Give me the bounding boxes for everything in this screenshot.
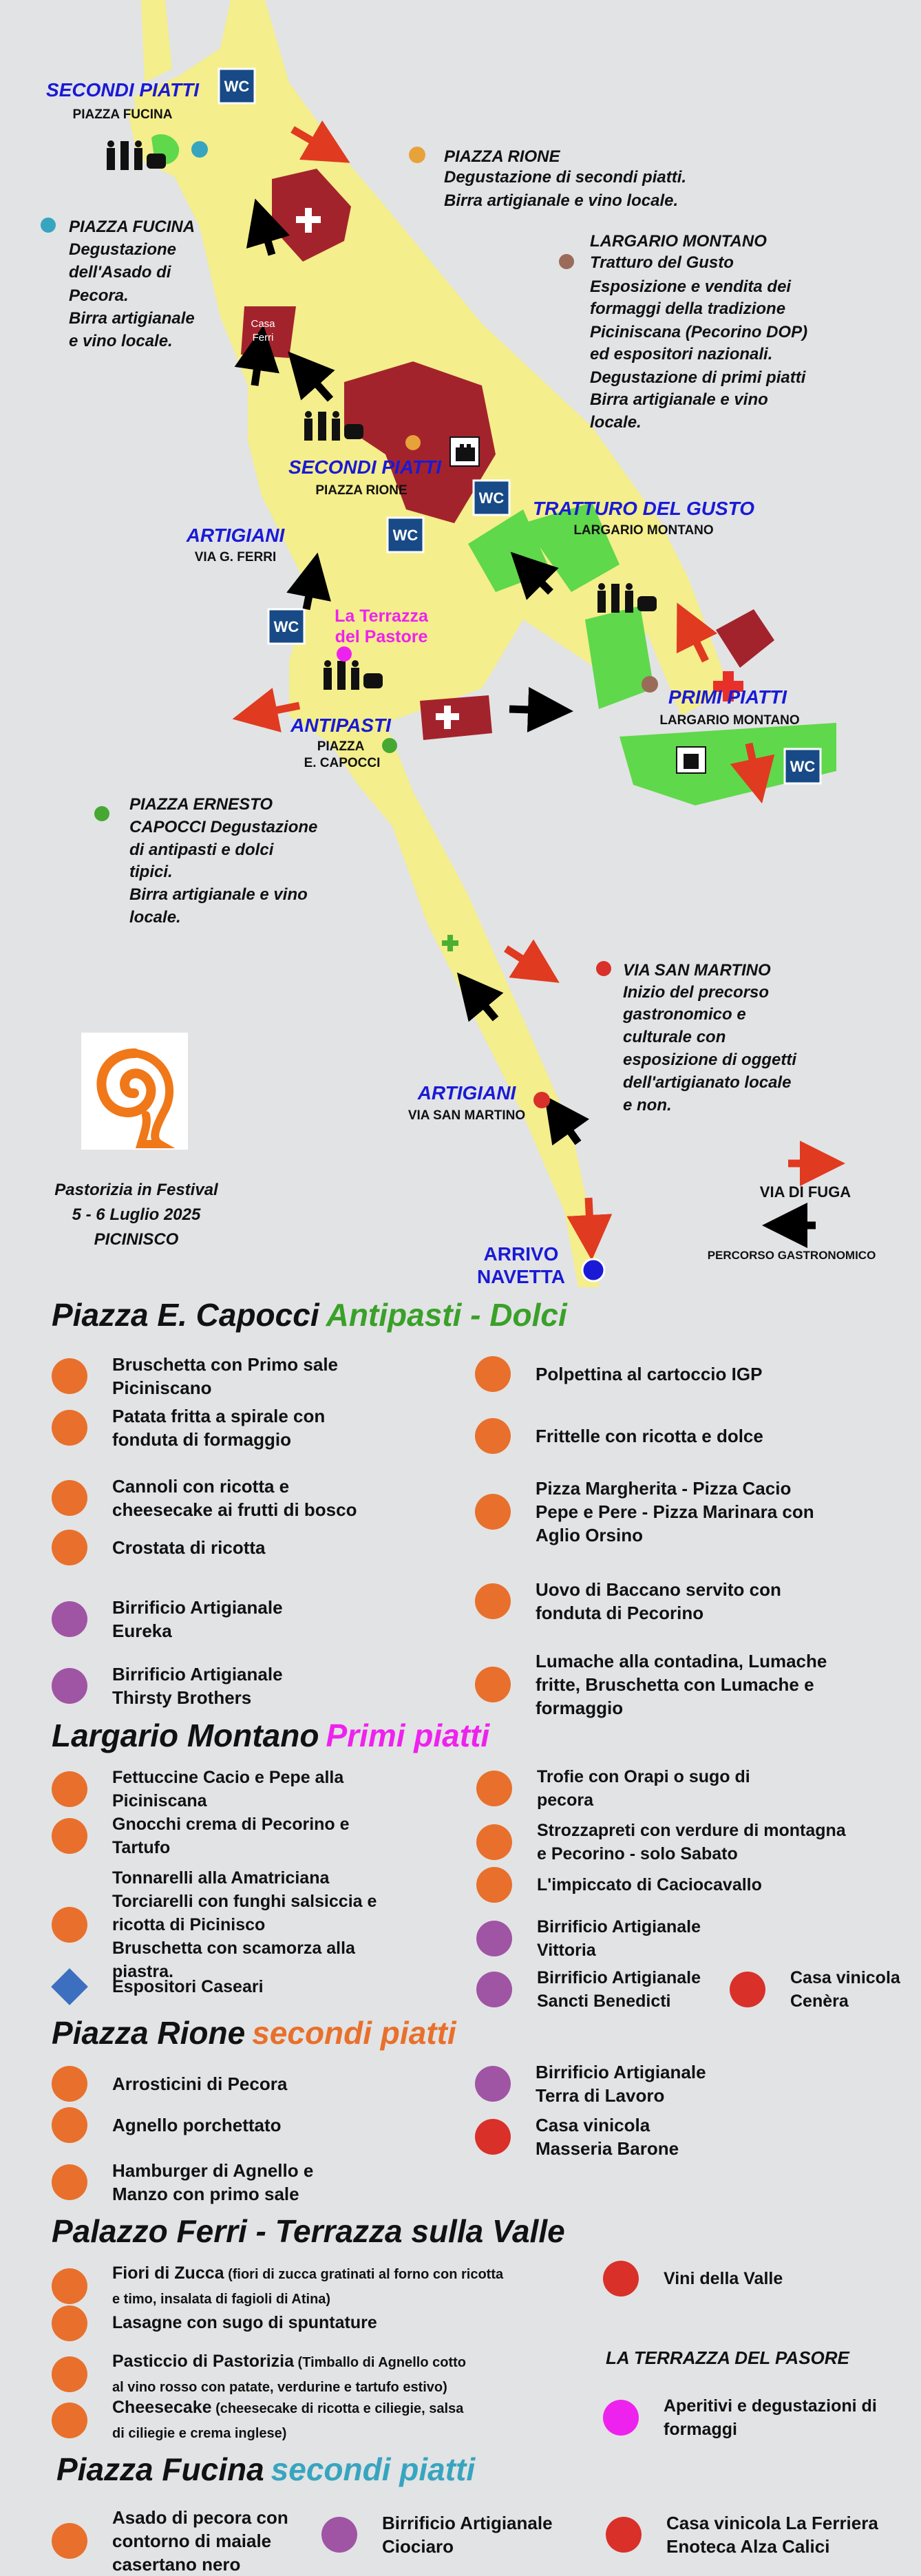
menu-item-text: Uovo di Baccano servito con fonduta di Pecorino (536, 1579, 781, 1623)
legend-via-di-fuga: VIA DI FUGA (759, 1183, 851, 1201)
menu-item (52, 1596, 470, 1643)
label-artigiani-ferri: ARTIGIANI (186, 525, 285, 546)
menu-item-text: Birrificio Artigianale Sancti Benedicti (537, 1968, 701, 2011)
menu-item-text: Crostata di ricotta (112, 1537, 266, 1558)
svg-text:locale.: locale. (129, 908, 181, 927)
svg-text:Birra artigianale e vino local: Birra artigianale e vino locale. (444, 191, 679, 210)
menu-item-text: Bruschetta con Primo sale Piciniscano (112, 1354, 338, 1398)
menu-item (52, 1866, 498, 1983)
svg-text:dell'artigianato locale: dell'artigianato locale (623, 1073, 792, 1092)
dot-marker-icon (52, 2066, 87, 2102)
label-secondi-fucina: SECONDI PIATTI (46, 79, 199, 101)
note-piazza-rione (444, 147, 686, 210)
svg-text:e vino locale.: e vino locale. (69, 332, 173, 350)
dot-marker-icon (475, 1356, 511, 1392)
svg-text:Degustazione di primi piatti: Degustazione di primi piatti (590, 368, 806, 387)
svg-text:VIA SAN MARTINO: VIA SAN MARTINO (623, 961, 771, 980)
dot-marker-icon (52, 2268, 87, 2304)
dot-marker-icon (52, 2403, 87, 2438)
menu-item (476, 1867, 895, 1903)
menu-item (321, 2511, 582, 2558)
dot-marker-icon (475, 1494, 511, 1530)
menu-item-text: Asado di pecora con contorno di maiale casertano nero (112, 2507, 288, 2575)
svg-text:5 - 6 Luglio 2025: 5 - 6 Luglio 2025 (72, 1205, 201, 1224)
section-subtitle-rione: secondi piatti (252, 2015, 456, 2051)
menu-item-text: Birrificio Artigianale Vittoria (537, 1917, 701, 1960)
dot-marker-icon (52, 2523, 87, 2559)
menu-item (52, 2396, 622, 2445)
svg-text:tipici.: tipici. (129, 863, 173, 881)
menu-item (52, 1530, 470, 1565)
menu-item-text: Lumache alla contadina, Lumache fritte, Bruschetta con Lumache e formaggio (536, 1651, 827, 1718)
label-via-san-martino: VIA SAN MARTINO (407, 1108, 526, 1123)
menu-item (52, 2261, 622, 2311)
menu-item (476, 1915, 895, 1962)
label-secondi-rione: SECONDI PIATTI (288, 456, 441, 478)
menu-item (52, 2305, 622, 2341)
menu-item (476, 1765, 895, 1812)
label-antipasti-sub2: E. CAPOCCI (304, 756, 381, 770)
dot-marker-icon (475, 1583, 511, 1619)
menu-item (52, 1813, 498, 1859)
menu-item (52, 1404, 470, 1451)
svg-text:LARGARIO MONTANO: LARGARIO MONTANO (590, 232, 767, 251)
menu-item-text: Vini della Valle (664, 2269, 783, 2288)
menu-item-text: Hamburger di Agnello e Manzo con primo sale (112, 2160, 314, 2204)
dot-marker-icon (475, 2119, 511, 2155)
dot-marker-icon (52, 1410, 87, 1446)
svg-text:Esposizione e vendita dei: Esposizione e vendita dei (590, 277, 792, 296)
menu-item-text: Casa vinicola Cenèra (790, 1968, 900, 2011)
menu-item-text: Arrosticini di Pecora (112, 2073, 288, 2094)
menu-item-text: Cheesecake (cheesecake di ricotta e ciliegie, salsa di ciliegie e crema inglese) (112, 2398, 464, 2441)
diamond-marker-icon (51, 1968, 88, 2005)
svg-text:PIAZZA ERNESTO: PIAZZA ERNESTO (129, 795, 273, 814)
svg-text:WC: WC (392, 527, 419, 544)
svg-text:gastronomico e: gastronomico e (623, 1005, 746, 1024)
menu-item-text: Cannoli con ricotta e cheesecake ai frutti di bosco (112, 1476, 357, 1520)
menu-item-text: Casa vinicola La Ferriera Enoteca Alza Calici (666, 2513, 878, 2557)
label-primi-piatti: PRIMI PIATTI (668, 686, 787, 708)
label-via-ferri: VIA G. FERRI (194, 550, 277, 564)
dot-marker-icon (52, 1530, 87, 1565)
menu-item (52, 1475, 470, 1521)
dot-marker-icon (52, 1601, 87, 1637)
menu-item-text: Fiori di Zucca (fiori di zucca gratinati al forno con ricotta e timo, insalata di fagioli di Atina) (112, 2263, 504, 2307)
svg-text:Degustazione di secondi piatti: Degustazione di secondi piatti. (444, 168, 687, 187)
menu-item (603, 2261, 884, 2297)
svg-text:WC: WC (478, 489, 505, 507)
menu-item (603, 2394, 911, 2441)
building-icon (677, 747, 706, 773)
menu-item (52, 2159, 470, 2206)
menu-item (475, 1418, 921, 1454)
section-subtitle-capocci: Antipasti - Dolci (326, 1297, 567, 1333)
section-subtitle-montano: Primi piatti (326, 1718, 490, 1753)
note-via-san-martino (622, 961, 797, 1115)
dot-marker-icon (52, 1668, 87, 1704)
menu-item-text: Agnello porchettato (112, 2115, 282, 2135)
label-primi-sub: LARGARIO MONTANO (659, 713, 800, 728)
menu-item-text: Birrificio Artigianale Ciociaro (382, 2513, 553, 2557)
section-title-capocci: Piazza E. Capocci Antipasti - Dolci (52, 1297, 567, 1333)
label-artigiani-sm: ARTIGIANI (417, 1082, 516, 1104)
svg-text:PIAZZA FUCINA: PIAZZA FUCINA (69, 218, 195, 236)
label-navetta: NAVETTA (476, 1266, 566, 1287)
section-title-rione: Piazza Rione secondi piatti (52, 2015, 456, 2051)
svg-text:Pastorizia in Festival: Pastorizia in Festival (54, 1181, 218, 1199)
menu-item-text: Strozzapreti con verdure di montagna e Pecorino - solo Sabato (537, 1821, 846, 1864)
label-antipasti: ANTIPASTI (290, 715, 391, 736)
dot-marker-icon (52, 1907, 87, 1943)
menu-item (52, 2066, 470, 2102)
section-title-montano: Largario Montano Primi piatti (52, 1718, 490, 1753)
svg-text:WC: WC (790, 758, 816, 775)
menu-item-text: Lasagne con sugo di spuntature (112, 2313, 377, 2332)
menu-item-text: Birrificio Artigianale Thirsty Brothers (112, 1664, 283, 1708)
festival-info (54, 1181, 219, 1249)
svg-text:Inizio del precorso: Inizio del precorso (623, 983, 770, 1002)
note-piazza-fucina (69, 218, 195, 350)
menu-item-text: Aperitivi e degustazioni di formaggi (664, 2396, 877, 2439)
section-title-fucina: Piazza Fucina secondi piatti (56, 2451, 476, 2487)
menu-item-text: Pizza Margherita - Pizza Cacio Pepe e Pere - Pizza Marinara con Aglio Orsino (536, 1478, 814, 1545)
svg-text:formaggi della tradizione: formaggi della tradizione (590, 299, 786, 318)
svg-text:Birra artigianale e vino: Birra artigianale e vino (590, 390, 768, 409)
menu-item (52, 1766, 498, 1813)
menu-item-text: Birrificio Artigianale Terra di Lavoro (536, 2062, 706, 2106)
svg-text:culturale con: culturale con (623, 1028, 726, 1046)
menu-item (52, 2350, 622, 2399)
svg-text:ed espositori nazionali.: ed espositori nazionali. (590, 345, 773, 363)
label-arrivo: ARRIVO (483, 1243, 559, 1265)
castle-icon (450, 437, 479, 466)
menu-item (475, 1649, 921, 1720)
dot-marker-icon (475, 1667, 511, 1702)
label-piazza-fucina: PIAZZA FUCINA (72, 107, 173, 122)
menu-item-text: Patata fritta a spirale con fonduta di formaggio (112, 1406, 326, 1450)
dot-marker-icon (603, 2261, 639, 2297)
label-tratturo: TRATTURO DEL GUSTO (533, 498, 754, 519)
section-title-ferri: Palazzo Ferri - Terrazza sulla Valle (52, 2213, 565, 2249)
dot-marker-icon (52, 1480, 87, 1516)
label-terrazza-2: del Pastore (335, 627, 428, 646)
menu-item-text: Pasticcio di Pastorizia (Timballo di Agnello cotto al vino rosso con patate, verdurine e tartufo estivo) (112, 2352, 466, 2395)
menu-item (52, 1662, 470, 1709)
dot-marker-icon (321, 2517, 357, 2553)
svg-text:Tratturo del Gusto: Tratturo del Gusto (590, 253, 734, 272)
menu-item-text: Trofie con Orapi o sugo di pecora (537, 1767, 750, 1810)
dot-marker-icon (606, 2517, 642, 2553)
dot-marker-icon (52, 2107, 87, 2143)
menu-item-text: Polpettina al cartoccio IGP (536, 1364, 763, 1384)
dot-marker-icon (476, 1867, 512, 1903)
svg-text:Birra artigianale e vino: Birra artigianale e vino (129, 885, 308, 904)
dot-marker-icon (476, 1921, 512, 1956)
svg-text:locale.: locale. (590, 413, 642, 432)
legend-percorso: PERCORSO GASTRONOMICO (707, 1249, 876, 1262)
note-piazza-capocci (129, 795, 317, 927)
svg-text:WC: WC (224, 78, 250, 95)
menu-item-text: Birrificio Artigianale Eureka (112, 1597, 283, 1641)
label-tratturo-sub: LARGARIO MONTANO (573, 523, 714, 538)
menu-item (476, 1819, 895, 1866)
dot-marker-icon (52, 2164, 87, 2200)
menu-item (730, 1966, 914, 2013)
menu-item-text: Espositori Caseari (112, 1977, 264, 1996)
dot-marker-icon (52, 1818, 87, 1854)
label-antipasti-sub1: PIAZZA (317, 739, 365, 754)
svg-text:dell'Asado di: dell'Asado di (69, 263, 171, 282)
svg-text:CAPOCCI Degustazione: CAPOCCI Degustazione (129, 818, 318, 836)
dot-marker-icon (730, 1972, 765, 2007)
menu-item-text: Fettuccine Cacio e Pepe alla Piciniscana (112, 1768, 344, 1810)
menu-item (52, 2107, 470, 2143)
menu-item (475, 1578, 921, 1625)
dot-marker-icon (476, 1771, 512, 1806)
label-piazza-rione: PIAZZA RIONE (315, 483, 407, 498)
section-subtitle-fucina: secondi piatti (271, 2451, 476, 2487)
menu-item-text: Frittelle con ricotta e dolce (536, 1426, 763, 1446)
svg-text:Degustazione: Degustazione (69, 240, 177, 259)
dot-marker-icon (52, 1771, 87, 1807)
dot-marker-icon (476, 1972, 512, 2007)
note-largario-montano (590, 232, 807, 432)
svg-text:Birra artigianale: Birra artigianale (69, 309, 195, 328)
menu-item (52, 1969, 498, 2005)
svg-text:e non.: e non. (623, 1096, 672, 1115)
dot-marker-icon (603, 2400, 639, 2436)
label-casa-ferri-1: Casa (251, 318, 275, 330)
svg-text:Piciniscana (Pecorino DOP): Piciniscana (Pecorino DOP) (590, 323, 808, 341)
menu-item (475, 1356, 921, 1392)
dot-marker-icon (476, 1824, 512, 1860)
menu-item (52, 1353, 470, 1400)
dot-marker-icon (52, 1358, 87, 1394)
svg-text:di antipasti e dolci: di antipasti e dolci (129, 841, 274, 859)
menu-item-text: Gnocchi crema di Pecorino e Tartufo (112, 1815, 350, 1857)
dot-marker-icon (475, 1418, 511, 1454)
menu-item (475, 2113, 893, 2160)
menu-item (475, 2060, 893, 2107)
menu-item (606, 2511, 893, 2558)
menu-item-text: L'impiccato di Caciocavallo (537, 1875, 762, 1894)
terrazza-title: LA TERRAZZA DEL PASORE (606, 2347, 849, 2368)
festival-logo (81, 1033, 188, 1150)
svg-text:WC: WC (273, 618, 299, 635)
menu-item (52, 2506, 346, 2576)
svg-text:Pecora.: Pecora. (69, 286, 129, 305)
svg-text:esposizione di oggetti: esposizione di oggetti (623, 1051, 797, 1069)
dot-marker-icon (475, 2066, 511, 2102)
festival-map (0, 0, 887, 1294)
menu-item-text: Casa vinicola Masseria Barone (536, 2115, 679, 2159)
menu-item-text: Tonnarelli alla Amatriciana Torciarelli con funghi salsiccia e ricotta di Picinisco Bruschetta con scamorza alla piastra. (112, 1868, 377, 1981)
svg-text:PIAZZA RIONE: PIAZZA RIONE (444, 147, 560, 166)
dot-marker-icon (52, 2305, 87, 2341)
menu-item (475, 1477, 921, 1547)
dot-marker-icon (52, 2356, 87, 2392)
label-terrazza-1: La Terrazza (335, 606, 428, 626)
label-casa-ferri-2: Ferri (252, 332, 274, 344)
svg-text:PICINISCO: PICINISCO (94, 1230, 179, 1249)
